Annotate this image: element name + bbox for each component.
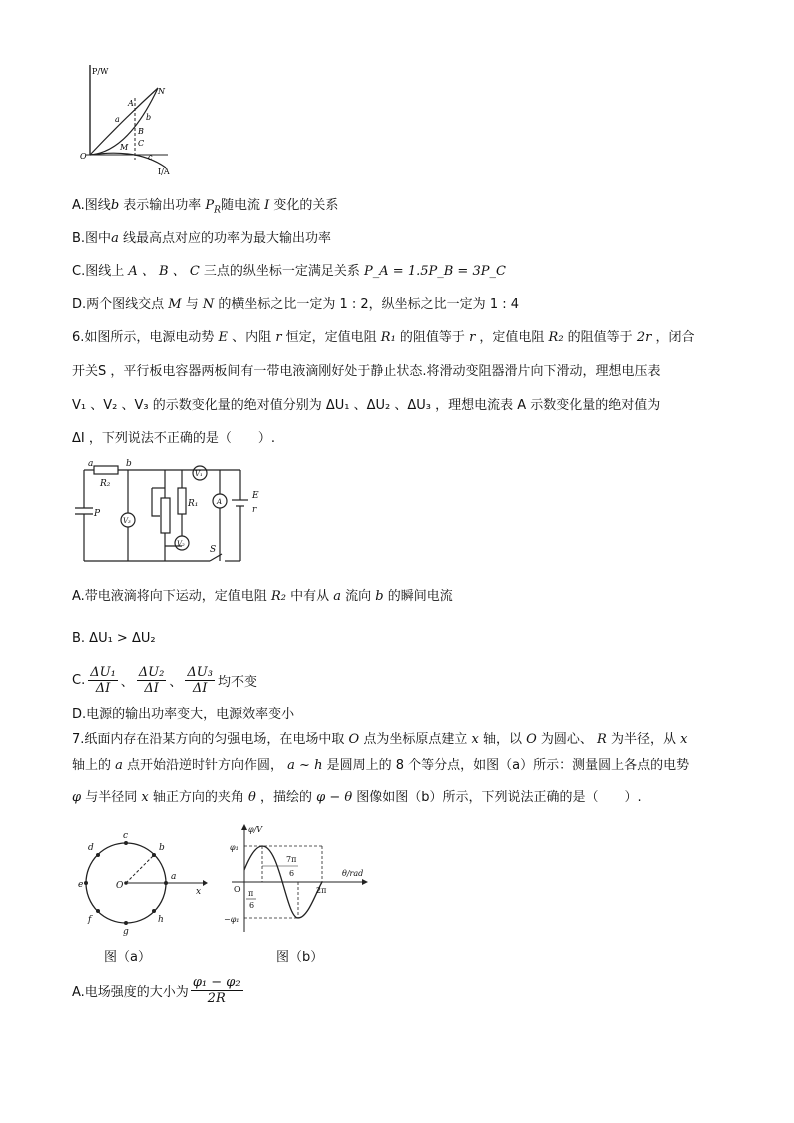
- q6-stem-line-2: 开关S ，平行板电容器两板间有一带电液滴刚好处于静止状态.将滑动变阻器滑片向下滑动，理想电压表: [72, 364, 661, 379]
- curve-b: b: [146, 113, 152, 122]
- q5-option-c: C.图线上 A 、 B 、 C 三点的纵坐标一定满足关系 P_A = 1.5P_B = 3P_C: [72, 264, 506, 279]
- y-axis-label: P/W: [92, 67, 109, 76]
- circle-point-b: b: [159, 843, 165, 853]
- tick-phi1: φ₁: [230, 843, 239, 852]
- point-B: B: [138, 127, 144, 136]
- tick-pi6-num: π: [248, 889, 254, 898]
- tick-7pi6-num: 7π: [286, 855, 297, 864]
- circle-figure: [78, 828, 208, 938]
- circle-point-f: f: [88, 915, 92, 925]
- q6-option-a: A.带电液滴将向下运动，定值电阻 R₂ 中有从 a 流向 b 的瞬间电流: [72, 589, 453, 604]
- q6-stem-line-4: ΔI ，下列说法不正确的是（ ）.: [72, 431, 275, 446]
- label-R1: R₁: [188, 499, 199, 509]
- q6-stem-line-1: 6.如图所示，电源电动势 E 、内阻 r 恒定，定值电阻 R₁ 的阻值等于 r ，定值电阻 R₂ 的阻值等于 2r ，闭合: [72, 330, 695, 345]
- circle-point-e: e: [78, 880, 84, 890]
- y-axis-label: φ/V: [248, 825, 263, 834]
- q5-option-a: A.图线b 表示输出功率 $P_R$随电流 I 变化的关系: [72, 198, 339, 216]
- curve-a: a: [115, 115, 120, 124]
- fraction-1: ΔU₁ ΔI: [90, 664, 116, 696]
- x-axis-label: I/A: [158, 167, 170, 176]
- point-C: C: [138, 139, 145, 148]
- fraction-3: ΔU₃ ΔI: [187, 664, 213, 696]
- circle-point-g: g: [123, 927, 129, 937]
- tick-7pi6-den: 6: [289, 869, 295, 878]
- circle-point-d: d: [88, 843, 94, 853]
- curve-c: c: [148, 153, 153, 162]
- q7-option-a: A.电场强度的大小为 φ₁ − φ₂ 2R: [72, 974, 241, 1006]
- tick-2pi: 2π: [316, 886, 327, 895]
- point-M: M: [120, 143, 129, 152]
- label-S: S: [210, 545, 217, 555]
- label-E: E: [252, 491, 259, 501]
- circle-origin: O: [116, 881, 124, 891]
- q6-option-c: C. ΔU₁ ΔI 、 ΔU₂ ΔI 、 ΔU₃ ΔI 均不变: [72, 664, 257, 696]
- q5-option-b: B.图中a 线最高点对应的功率为最大输出功率: [72, 231, 331, 246]
- q7-stem-line-2: 轴上的 a 点开始沿逆时针方向作圆， a ~ h 是圆周上的 8 个等分点，如图（a）所示：测量圆上各点的电势: [72, 758, 690, 773]
- q5-option-d: D.两个图线交点 M 与 N 的横坐标之比一定为 1 : 2，纵坐标之比一定为 1 : 4: [72, 297, 520, 312]
- tick-neg-phi1: −φ₁: [224, 915, 240, 924]
- label-V1: V₁: [195, 470, 203, 478]
- circuit-diagram: [70, 458, 270, 573]
- label-R2: R₂: [100, 479, 111, 489]
- caption-figure-a: 图（a）: [104, 950, 151, 965]
- power-current-graph: [68, 60, 178, 180]
- label-A: A: [217, 498, 223, 506]
- field-strength-fraction: φ₁ − φ₂ 2R: [192, 974, 241, 1006]
- q6-stem-line-3: V₁ 、V₂ 、V₃ 的示数变化量的绝对值分别为 ΔU₁ 、ΔU₂ 、ΔU₃ ，理想电流表 A 示数变化量的绝对值为: [72, 398, 661, 413]
- q7-stem-line-1: 7.纸面内存在沿某方向的匀强电场，在电场中取 O 点为坐标原点建立 x 轴，以 O 为圆心、 R 为半径，从 x: [72, 732, 688, 747]
- label-V3: V₃: [123, 517, 131, 525]
- node-a: a: [88, 459, 94, 469]
- circle-point-h: h: [158, 915, 164, 925]
- label-V2: V₂: [177, 540, 185, 548]
- origin-label: O: [234, 885, 241, 894]
- point-N: N: [158, 87, 165, 96]
- q7-stem-line-3: φ 与半径同 x 轴正方向的夹角 θ ，描绘的 φ − θ 图像如图（b）所示，下列说法正确的是（ ）.: [72, 790, 642, 805]
- circle-x-axis: x: [196, 887, 202, 897]
- point-A: A: [128, 99, 134, 108]
- label-r: r: [252, 505, 257, 515]
- point-O: O: [80, 152, 87, 161]
- label-P: P: [94, 509, 101, 519]
- q6-option-b: B. ΔU₁ > ΔU₂: [72, 631, 156, 646]
- tick-pi6-den: 6: [249, 901, 255, 910]
- potential-angle-graph: [222, 822, 372, 937]
- x-axis-label: θ/rad: [342, 869, 364, 878]
- circle-point-a: a: [171, 872, 177, 882]
- fraction-2: ΔU₂ ΔI: [138, 664, 165, 696]
- q6-option-d: D.电源的输出功率变大，电源效率变小: [72, 707, 295, 722]
- caption-figure-b: 图（b）: [276, 950, 324, 965]
- node-b: b: [126, 459, 132, 469]
- circle-point-c: c: [123, 831, 129, 841]
